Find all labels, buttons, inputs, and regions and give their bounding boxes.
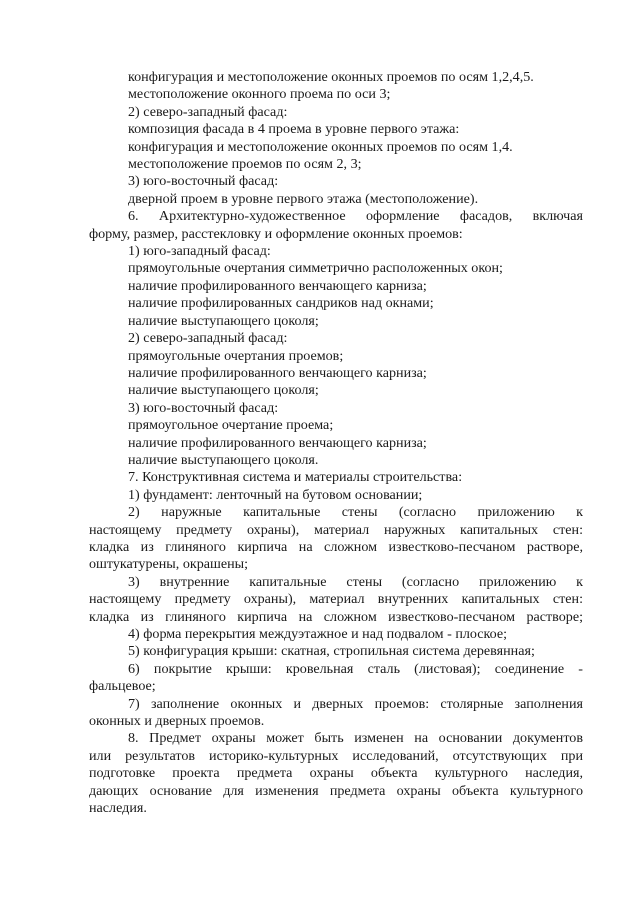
text-line: наследия. (89, 800, 147, 817)
text-line: 1) фундамент: ленточный на бутовом основании; (128, 486, 423, 503)
text-line: местоположение оконного проема по оси 3; (128, 86, 391, 103)
text-line: 3) юго-восточный фасад: (128, 173, 279, 190)
text-line: прямоугольное очертание проема; (128, 417, 334, 434)
text-line: 3) внутренние капитальные стены (согласно приложению к (128, 573, 583, 590)
text-line: форму, размер, расстекловку и оформление оконных проемов: (89, 225, 463, 242)
text-line: конфигурация и местоположение оконных проемов по осям 1,4. (128, 138, 513, 155)
text-line: настоящему предмету охраны), материал внутренних капитальных стен: (89, 591, 583, 608)
text-line: кладка из глиняного кирпича на сложном известково-песчаном растворе; (89, 608, 583, 625)
text-line: 4) форма перекрытия междуэтажное и над подвалом - плоское; (128, 626, 508, 642)
text-line: 2) наружные капитальные стены (согласно приложению к (128, 504, 583, 521)
text-line: наличие профилированного венчающего карниза; (128, 277, 427, 294)
text-line: оштукатурены, окрашены; (89, 556, 249, 573)
text-line: дверной проем в уровне первого этажа (местоположение). (128, 190, 479, 207)
text-line: оконных и дверных проемов. (89, 713, 265, 730)
text-line: 7. Конструктивная система и материалы строительства: (128, 469, 463, 486)
text-line: 5) конфигурация крыши: скатная, стропильная система деревянная; (128, 643, 535, 660)
text-line: 3) юго-восточный фасад: (128, 399, 279, 416)
text-line: 6. Архитектурно-художественное оформление фасадов, включая (128, 208, 583, 225)
text-line: наличие выступающего цоколя. (128, 451, 319, 468)
text-line: настоящему предмету охраны), материал наружных капитальных стен: (89, 521, 583, 538)
text-line: 1) юго-западный фасад: (128, 243, 271, 260)
text-line: 2) северо-западный фасад: (128, 103, 288, 120)
text-line: или результатов историко-культурных исследований, отсутствующих при (89, 747, 583, 764)
document-body (89, 69, 583, 817)
text-line: наличие выступающего цоколя; (128, 312, 319, 329)
text-line: фальцевое; (89, 678, 156, 695)
text-line: дающих основание для изменения предмета охраны объекта культурного (89, 782, 583, 799)
text-line: 8. Предмет охраны может быть изменен на основании документов (128, 730, 583, 747)
text-line: композиция фасада в 4 проема в уровне первого этажа: (128, 121, 460, 138)
text-line: 6) покрытие крыши: кровельная сталь (листовая); соединение - (128, 660, 583, 677)
text-line: наличие профилированного венчающего карниза; (128, 434, 427, 451)
text-line: наличие выступающего цоколя; (128, 382, 319, 399)
text-line: наличие профилированных сандриков над окнами; (128, 295, 434, 312)
text-line: 7) заполнение оконных и дверных проемов: столярные заполнения (128, 695, 583, 712)
text-line: прямоугольные очертания проемов; (128, 347, 344, 364)
text-line: конфигурация и местоположение оконных проемов по осям 1,2,4,5. (128, 69, 534, 85)
text-line: кладка из глиняного кирпича на сложном известково-песчаном растворе, (89, 538, 583, 555)
text-line: прямоугольные очертания симметрично расположенных окон; (128, 260, 503, 277)
text-line: наличие профилированного венчающего карниза; (128, 364, 427, 381)
text-line: местоположение проемов по осям 2, 3; (128, 156, 362, 173)
text-line: подготовке проекта предмета охраны объекта культурного наследия, (89, 765, 583, 782)
text-line: 2) северо-западный фасад: (128, 330, 288, 347)
